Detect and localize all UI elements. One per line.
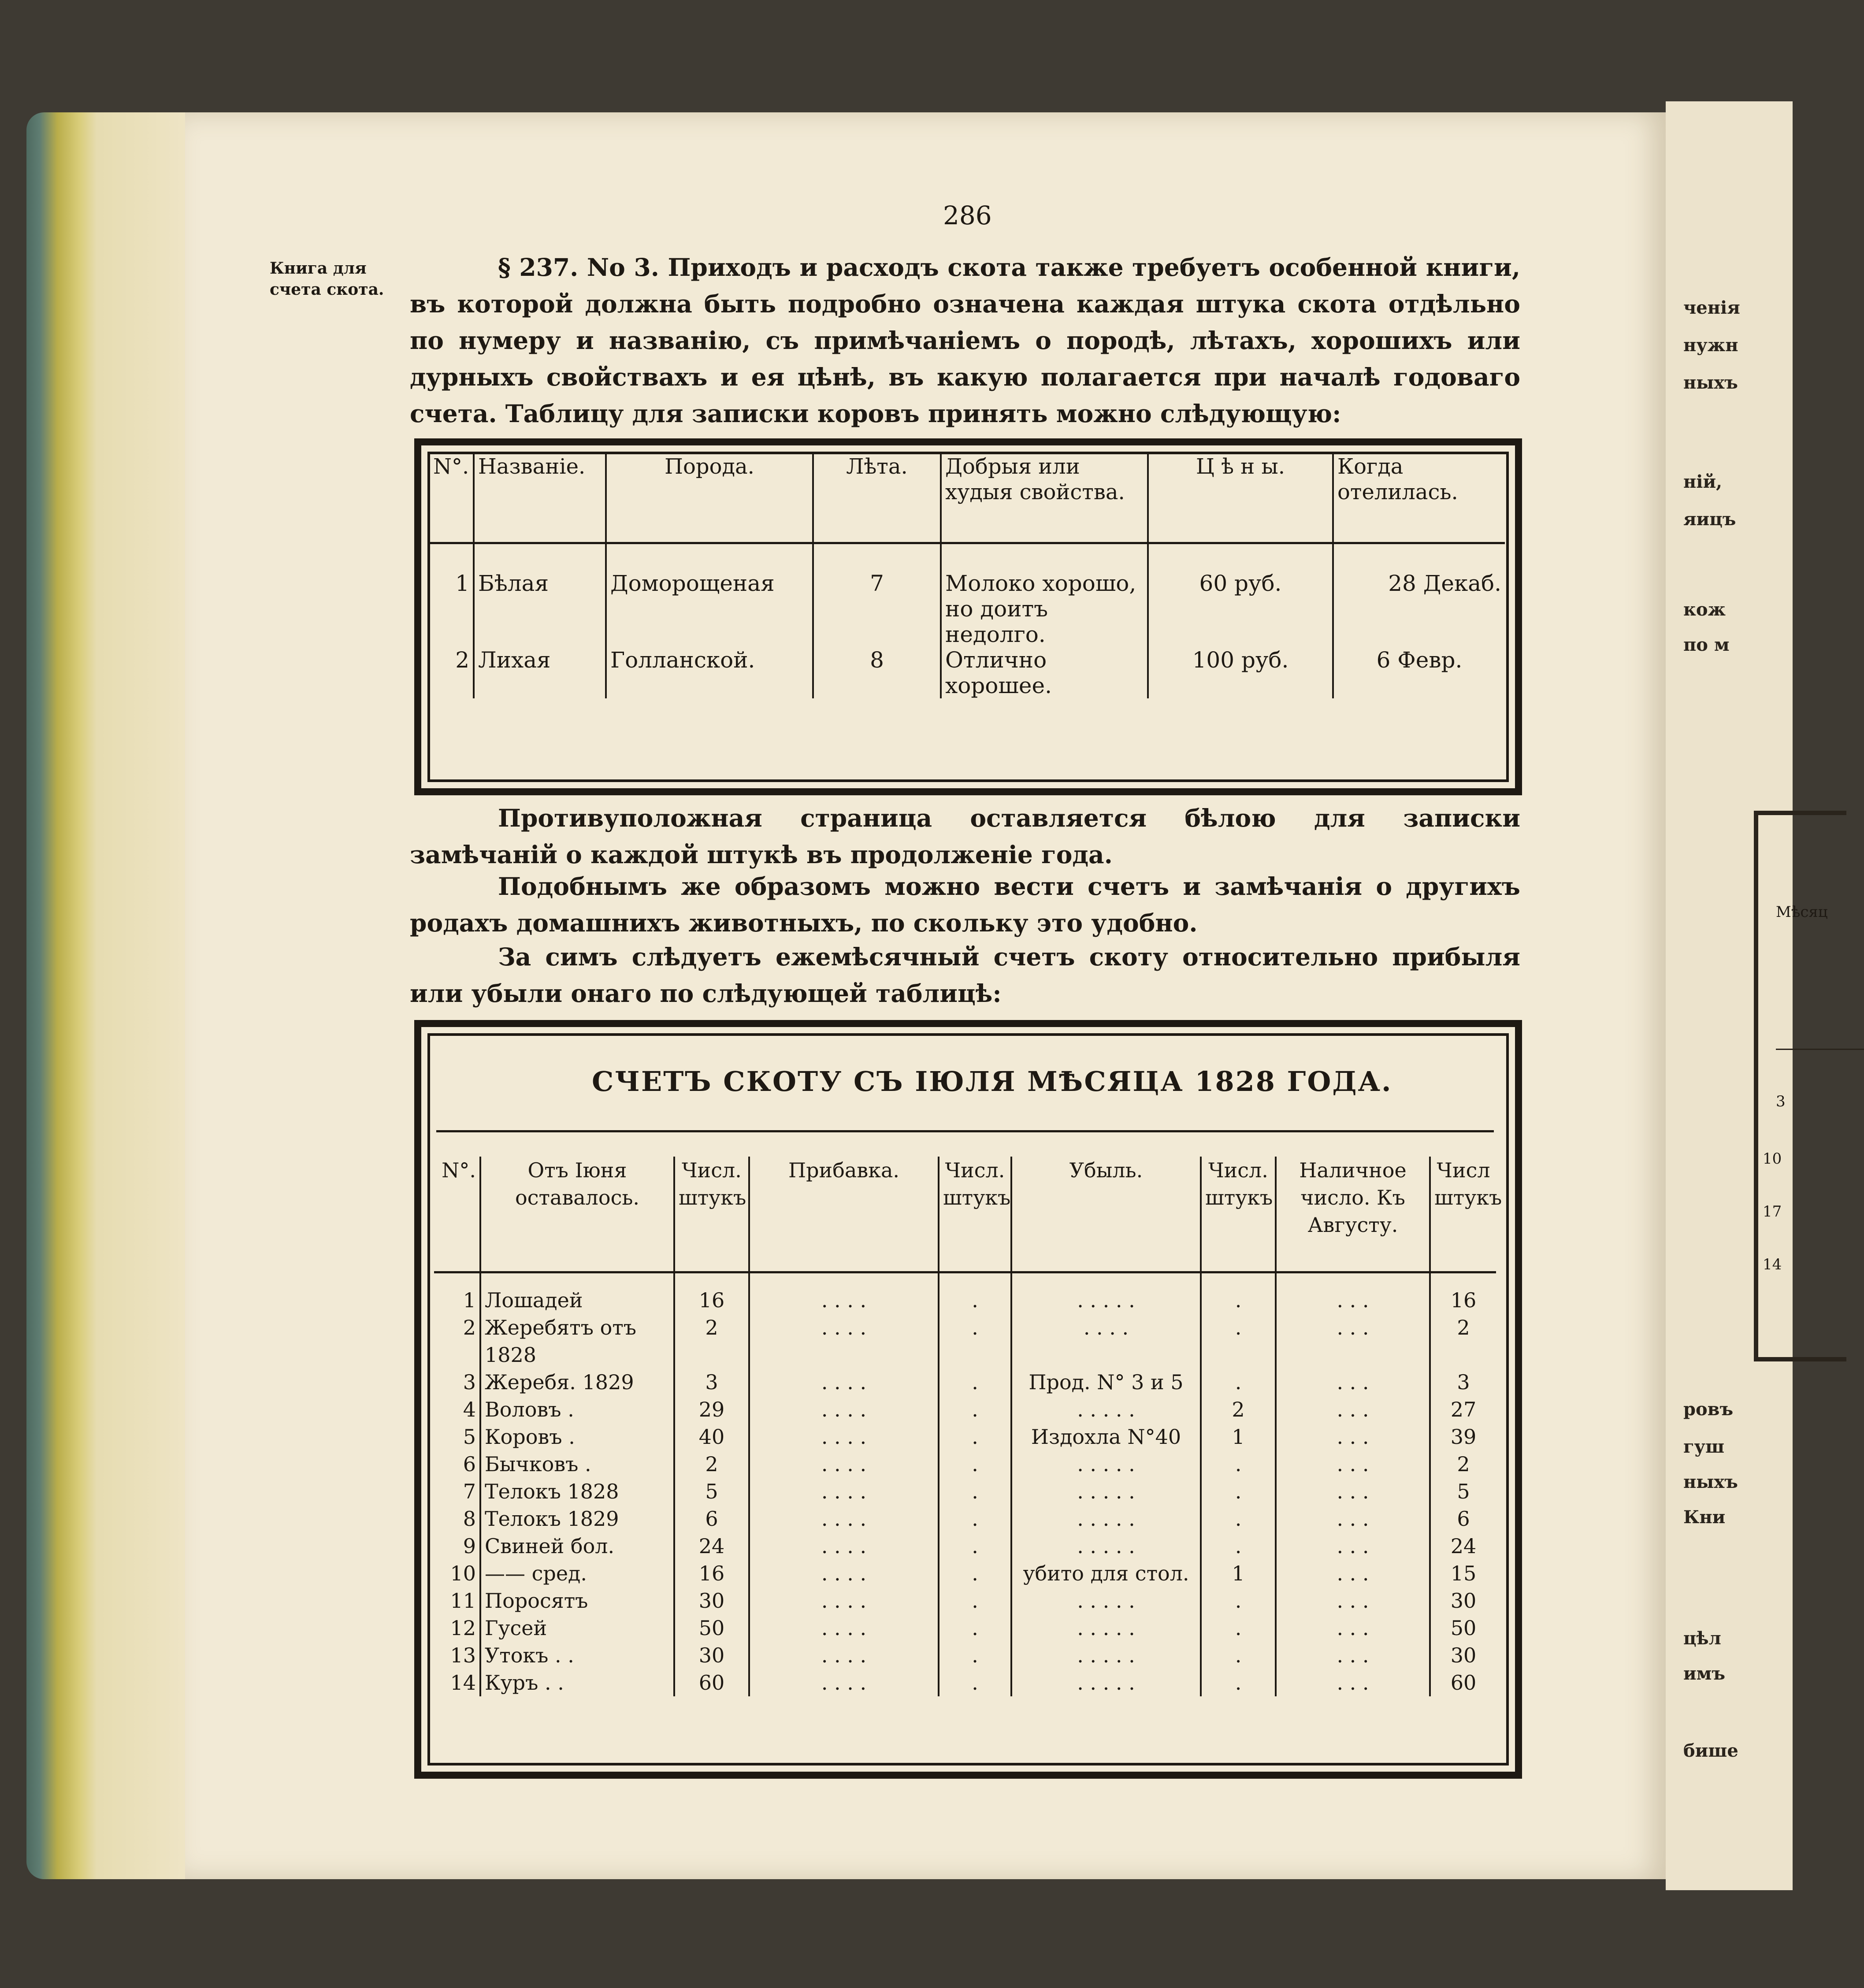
cell-n1: 60 bbox=[674, 1669, 749, 1696]
cell-age: 7 bbox=[813, 543, 941, 648]
table-row bbox=[434, 1614, 1496, 1642]
table-row bbox=[434, 1587, 1496, 1614]
cell-n3: . bbox=[1201, 1587, 1276, 1614]
cell-no: 7 bbox=[434, 1478, 480, 1505]
table-row bbox=[434, 1532, 1496, 1560]
cell-qualities: Молоко хорошо, но доитъ недолго. bbox=[941, 543, 1148, 648]
cell-name: Гусей bbox=[480, 1614, 674, 1642]
cell-n3: . bbox=[1201, 1272, 1276, 1314]
facing-fragment: гуш bbox=[1683, 1436, 1725, 1457]
cell-n4: 5 bbox=[1457, 1480, 1470, 1503]
cell-add: . . . . bbox=[749, 1272, 939, 1314]
cell-calved: 6 Февр. bbox=[1376, 647, 1463, 673]
facing-fragment: кож bbox=[1683, 599, 1726, 620]
book-page-edges bbox=[26, 112, 185, 1879]
cell-n4: 3 bbox=[1457, 1370, 1470, 1394]
cell-n1: 30 bbox=[674, 1642, 749, 1669]
cell-dots: . . . bbox=[1276, 1450, 1430, 1478]
cell-n3: . bbox=[1201, 1314, 1276, 1369]
cell-n2: . bbox=[939, 1369, 1011, 1396]
cell-n3: 1 bbox=[1201, 1560, 1276, 1587]
cell-n1: 16 bbox=[674, 1560, 749, 1587]
col-header-age: Лѣта. bbox=[813, 454, 941, 543]
cell-loss: . . . . . bbox=[1011, 1505, 1201, 1532]
livestock-table bbox=[434, 1157, 1502, 1696]
col-header-remaining: Отъ Іюня оставалось. bbox=[480, 1157, 674, 1272]
col-header-price: Ц ѣ н ы. bbox=[1148, 454, 1333, 543]
cell-no: 13 bbox=[434, 1642, 480, 1669]
paragraph-1-text: § 237. No 3. Приходъ и расходъ скота также требуетъ особенной книги, въ которой должна быть подробно означена каждая штука скота отдѣльно по нумеру и названію, съ примѣчаніемъ о породѣ, лѣтахъ, хорошихъ или дурныхъ свойствахъ и ея цѣнѣ, въ какую полагается при началѣ годоваго счета. Таблицу для записки коровъ принять можно слѣдующую: bbox=[410, 253, 1520, 428]
page-number: 286 bbox=[943, 200, 992, 230]
cell-n3: . bbox=[1201, 1614, 1276, 1642]
cell-add: . . . . bbox=[749, 1587, 939, 1614]
col-header-count-1: Числ. штукъ bbox=[674, 1157, 749, 1272]
cow-table-header bbox=[430, 454, 1505, 543]
cell-name: Телокъ 1829 bbox=[480, 1505, 674, 1532]
facing-fragment: яицъ bbox=[1683, 509, 1736, 530]
cell-dots: . . . bbox=[1276, 1478, 1430, 1505]
paragraph-4-text: За симъ слѣдуетъ ежемѣсячный счетъ скоту относительно прибыля или убыли онаго по слѣдующей таблицѣ: bbox=[410, 942, 1520, 1008]
cell-no: 1 bbox=[434, 1272, 480, 1314]
cell-no: 8 bbox=[434, 1505, 480, 1532]
cell-loss: . . . . . bbox=[1011, 1614, 1201, 1642]
cell-n2: . bbox=[939, 1587, 1011, 1614]
cell-name: Куръ . . bbox=[480, 1669, 674, 1696]
cell-no: 1 bbox=[430, 543, 474, 648]
cell-n2: . bbox=[939, 1532, 1011, 1560]
livestock-table-title: СЧЕТЪ СКОТУ СЪ ІЮЛЯ МѢСЯЦА 1828 ГОДА. bbox=[592, 1065, 1392, 1098]
cell-name: Воловъ . bbox=[480, 1396, 674, 1423]
cell-dots: . . . bbox=[1276, 1369, 1430, 1396]
table-row bbox=[434, 1314, 1496, 1369]
cell-name: Жеребятъ отъ 1828 bbox=[480, 1314, 674, 1369]
cell-n2: . bbox=[939, 1505, 1011, 1532]
cell-n4: 24 bbox=[1450, 1534, 1477, 1558]
cell-n3: 1 bbox=[1201, 1423, 1276, 1450]
cell-loss: . . . . . bbox=[1011, 1532, 1201, 1560]
cell-dots: . . . bbox=[1276, 1396, 1430, 1423]
table-row bbox=[434, 1272, 1496, 1314]
col-header-qualities: Добрыя или худыя свойства. bbox=[941, 454, 1148, 543]
cell-no: 10 bbox=[434, 1560, 480, 1587]
facing-table-mark: 10 bbox=[1763, 1150, 1782, 1168]
cell-add: . . . . bbox=[749, 1614, 939, 1642]
cell-n3: . bbox=[1201, 1369, 1276, 1396]
cell-loss: . . . . . bbox=[1011, 1272, 1201, 1314]
col-header-name: Названіе. bbox=[474, 454, 606, 543]
cell-age: 8 bbox=[813, 647, 941, 698]
cell-price: 100 руб. bbox=[1148, 647, 1333, 698]
table-row bbox=[434, 1560, 1496, 1587]
cell-n2: . bbox=[939, 1560, 1011, 1587]
facing-table-header: Мѣсяц bbox=[1776, 903, 1828, 921]
facing-fragment: по м bbox=[1683, 634, 1730, 655]
cell-n4: 30 bbox=[1450, 1643, 1477, 1667]
cell-name: Лихая bbox=[474, 647, 606, 698]
table-row bbox=[434, 1505, 1496, 1532]
livestock-table-header bbox=[434, 1157, 1496, 1272]
cell-loss: Издохла N°40 bbox=[1011, 1423, 1201, 1450]
facing-table-mark: 17 bbox=[1763, 1203, 1782, 1220]
cell-n4: 2 bbox=[1457, 1452, 1470, 1476]
cell-add: . . . . bbox=[749, 1669, 939, 1696]
col-header-calved: Когда отелилась. bbox=[1333, 454, 1505, 543]
col-header-present: Наличное число. Къ Августу. bbox=[1276, 1157, 1430, 1272]
cell-loss: . . . . . bbox=[1011, 1478, 1201, 1505]
paragraph-2 bbox=[410, 800, 1520, 873]
cell-loss: . . . . . bbox=[1011, 1642, 1201, 1669]
facing-table-fragment bbox=[1754, 811, 1846, 1361]
cell-name: Жеребя. 1829 bbox=[480, 1369, 674, 1396]
table-row bbox=[434, 1369, 1496, 1396]
cell-n4: 39 bbox=[1450, 1425, 1477, 1449]
facing-page bbox=[1666, 101, 1828, 1890]
title-rule bbox=[436, 1130, 1494, 1132]
col-header-breed: Порода. bbox=[606, 454, 813, 543]
cell-name: Утокъ . . bbox=[480, 1642, 674, 1669]
table-row bbox=[434, 1669, 1496, 1696]
cell-dots: . . . bbox=[1276, 1423, 1430, 1450]
cell-n4: 27 bbox=[1450, 1398, 1477, 1421]
cell-name: —— сред. bbox=[480, 1560, 674, 1587]
cell-add: . . . . bbox=[749, 1642, 939, 1669]
cell-n2: . bbox=[939, 1423, 1011, 1450]
cell-n4: 2 bbox=[1457, 1316, 1470, 1339]
cell-name: Лошадей bbox=[480, 1272, 674, 1314]
cell-n4: 15 bbox=[1450, 1561, 1477, 1585]
paragraph-2-text: Противуположная страница оставляется бѣлою для записки замѣчаній о каждой штукѣ въ продолженіе года. bbox=[410, 804, 1520, 869]
facing-fragment: бише bbox=[1683, 1740, 1738, 1761]
cell-n3: . bbox=[1201, 1450, 1276, 1478]
cell-n4: 16 bbox=[1450, 1288, 1477, 1312]
table-row bbox=[434, 1423, 1496, 1450]
cell-no: 2 bbox=[434, 1314, 480, 1369]
col-header-loss: Убыль. bbox=[1011, 1157, 1201, 1272]
cell-name: Бычковъ . bbox=[480, 1450, 674, 1478]
cell-n1: 24 bbox=[674, 1532, 749, 1560]
cell-n2: . bbox=[939, 1450, 1011, 1478]
cell-no: 2 bbox=[430, 647, 474, 698]
table-row bbox=[434, 1478, 1496, 1505]
cell-add: . . . . bbox=[749, 1423, 939, 1450]
facing-fragment: имъ bbox=[1683, 1663, 1726, 1684]
cell-n2: . bbox=[939, 1478, 1011, 1505]
cell-n3: . bbox=[1201, 1532, 1276, 1560]
cell-name: Бѣлая bbox=[474, 543, 606, 648]
cell-n4: 30 bbox=[1450, 1589, 1477, 1613]
cell-no: 12 bbox=[434, 1614, 480, 1642]
cell-no: 3 bbox=[434, 1369, 480, 1396]
col-header-count-3: Числ. штукъ bbox=[1201, 1157, 1276, 1272]
cell-n2: . bbox=[939, 1642, 1011, 1669]
cell-loss: убито для стол. bbox=[1011, 1560, 1201, 1587]
cell-n2: . bbox=[939, 1669, 1011, 1696]
cell-add: . . . . bbox=[749, 1505, 939, 1532]
cell-no: 6 bbox=[434, 1450, 480, 1478]
cow-table bbox=[430, 454, 1505, 698]
cell-n4: 6 bbox=[1457, 1507, 1470, 1531]
cell-add: . . . . bbox=[749, 1450, 939, 1478]
cell-no: 14 bbox=[434, 1669, 480, 1696]
facing-fragment: ныхъ bbox=[1683, 372, 1738, 393]
cell-n1: 3 bbox=[674, 1369, 749, 1396]
cell-add: . . . . bbox=[749, 1478, 939, 1505]
col-header-count-2: Числ. штукъ bbox=[939, 1157, 1011, 1272]
facing-fragment: цѣл bbox=[1683, 1628, 1721, 1649]
paragraph-3 bbox=[410, 868, 1520, 941]
cell-add: . . . . bbox=[749, 1314, 939, 1369]
cell-loss: . . . . . bbox=[1011, 1669, 1201, 1696]
cell-dots: . . . bbox=[1276, 1314, 1430, 1369]
cell-n1: 50 bbox=[674, 1614, 749, 1642]
cell-n1: 6 bbox=[674, 1505, 749, 1532]
table-row bbox=[434, 1396, 1496, 1423]
cell-dots: . . . bbox=[1276, 1532, 1430, 1560]
cell-n1: 16 bbox=[674, 1272, 749, 1314]
cell-dots: . . . bbox=[1276, 1587, 1430, 1614]
table-row bbox=[430, 647, 1505, 698]
cell-add: . . . . bbox=[749, 1369, 939, 1396]
facing-fragment: ній, bbox=[1683, 471, 1723, 492]
cell-qualities: Отлично хорошее. bbox=[941, 647, 1148, 698]
cell-n1: 30 bbox=[674, 1587, 749, 1614]
cell-n1: 29 bbox=[674, 1396, 749, 1423]
cell-add: . . . . bbox=[749, 1396, 939, 1423]
livestock-table-body bbox=[434, 1272, 1496, 1697]
cell-n4: 50 bbox=[1450, 1616, 1477, 1640]
col-header-no: N°. bbox=[434, 1157, 480, 1272]
cell-calved: 28 Декаб. bbox=[1388, 571, 1501, 596]
cell-add: . . . . bbox=[749, 1532, 939, 1560]
cell-dots: . . . bbox=[1276, 1642, 1430, 1669]
cell-dots: . . . bbox=[1276, 1505, 1430, 1532]
facing-fragment: ченія bbox=[1683, 297, 1740, 318]
facing-fragment: ровъ bbox=[1683, 1399, 1734, 1420]
cell-n3: . bbox=[1201, 1478, 1276, 1505]
cell-no: 4 bbox=[434, 1396, 480, 1423]
cell-no: 5 bbox=[434, 1423, 480, 1450]
table-row bbox=[434, 1642, 1496, 1669]
cell-n3: . bbox=[1201, 1642, 1276, 1669]
cell-n2: . bbox=[939, 1614, 1011, 1642]
cell-n4: 60 bbox=[1450, 1671, 1477, 1695]
col-header-count-4: Числ штукъ bbox=[1430, 1157, 1496, 1272]
facing-fragment: Кни bbox=[1683, 1507, 1726, 1528]
cell-loss: . . . . . bbox=[1011, 1587, 1201, 1614]
cell-breed: Голланской. bbox=[606, 647, 813, 698]
cell-dots: . . . bbox=[1276, 1614, 1430, 1642]
cell-loss: . . . . . bbox=[1011, 1396, 1201, 1423]
cell-price: 60 руб. bbox=[1148, 543, 1333, 648]
cell-n3: . bbox=[1201, 1505, 1276, 1532]
facing-table-mark: 14 bbox=[1763, 1256, 1782, 1273]
cell-loss: Прод. N° 3 и 5 bbox=[1011, 1369, 1201, 1396]
cell-n2: . bbox=[939, 1314, 1011, 1369]
cell-no: 9 bbox=[434, 1532, 480, 1560]
paragraph-3-text: Подобнымъ же образомъ можно вести счетъ и замѣчанія о другихъ родахъ домашнихъ животныхъ, по скольку это удобно. bbox=[410, 872, 1520, 937]
cell-n1: 5 bbox=[674, 1478, 749, 1505]
facing-fragment: нужн bbox=[1683, 335, 1738, 356]
cell-name: Коровъ . bbox=[480, 1423, 674, 1450]
cell-dots: . . . bbox=[1276, 1272, 1430, 1314]
col-header-addition: Прибавка. bbox=[749, 1157, 939, 1272]
cell-breed: Доморощеная bbox=[606, 543, 813, 648]
cell-n2: . bbox=[939, 1396, 1011, 1423]
cell-n1: 2 bbox=[674, 1314, 749, 1369]
table-row bbox=[430, 543, 1505, 648]
cell-name: Поросятъ bbox=[480, 1587, 674, 1614]
cell-no: 11 bbox=[434, 1587, 480, 1614]
facing-fragment: ныхъ bbox=[1683, 1472, 1738, 1492]
cell-dots: . . . bbox=[1276, 1560, 1430, 1587]
cell-n1: 2 bbox=[674, 1450, 749, 1478]
paragraph-1 bbox=[410, 249, 1520, 432]
cell-n3: . bbox=[1201, 1669, 1276, 1696]
cell-n1: 40 bbox=[674, 1423, 749, 1450]
col-header-no: N°. bbox=[430, 454, 474, 543]
cell-loss: . . . . bbox=[1011, 1314, 1201, 1369]
cell-name: Свиней бол. bbox=[480, 1532, 674, 1560]
paragraph-4 bbox=[410, 938, 1520, 1012]
cell-loss: . . . . . bbox=[1011, 1450, 1201, 1478]
cell-dots: . . . bbox=[1276, 1669, 1430, 1696]
facing-table-mark: 3 bbox=[1776, 1093, 1786, 1110]
cell-n3: 2 bbox=[1201, 1396, 1276, 1423]
margin-note: Книга для счета скота. bbox=[270, 259, 384, 299]
cell-add: . . . . bbox=[749, 1560, 939, 1587]
cell-n2: . bbox=[939, 1272, 1011, 1314]
cell-name: Телокъ 1828 bbox=[480, 1478, 674, 1505]
table-row bbox=[434, 1450, 1496, 1478]
